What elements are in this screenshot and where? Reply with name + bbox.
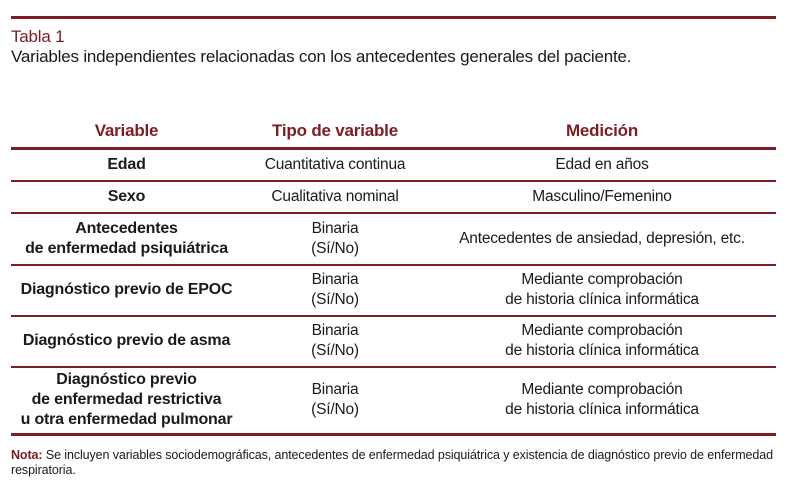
column-header-variable: Variable — [11, 114, 242, 149]
table-note — [11, 448, 776, 478]
table-row — [11, 181, 776, 213]
top-rule — [11, 16, 776, 19]
table-row — [11, 367, 776, 435]
cell-variable: Diagnóstico previo de EPOC — [11, 265, 242, 316]
cell-variable: Diagnóstico previo de enfermedad restrictiva u otra enfermedad pulmonar — [11, 367, 242, 435]
note-label: Nota: — [11, 448, 43, 462]
cell-tipo: Binaria (Sí/No) — [242, 265, 428, 316]
cell-tipo: Cualitativa nominal — [242, 181, 428, 213]
table-label: Tabla 1 — [11, 27, 65, 46]
cell-tipo: Binaria (Sí/No) — [242, 367, 428, 435]
note-text: Se incluyen variables sociodemográficas, antecedentes de enfermedad psiquiátrica y existencia de diagnóstico previo de enfermedad respiratoria. — [11, 448, 773, 477]
cell-tipo: Binaria (Sí/No) — [242, 213, 428, 265]
cell-medicion: Antecedentes de ansiedad, depresión, etc. — [428, 213, 776, 265]
table-row — [11, 316, 776, 367]
cell-medicion: Mediante comprobación de historia clínica informática — [428, 316, 776, 367]
table-caption: Variables independientes relacionadas con los antecedentes generales del paciente. — [11, 47, 632, 66]
cell-variable: Antecedentes de enfermedad psiquiátrica — [11, 213, 242, 265]
cell-tipo: Cuantitativa continua — [242, 149, 428, 181]
table-row — [11, 213, 776, 265]
column-header-tipo: Tipo de variable — [242, 114, 428, 149]
cell-medicion: Mediante comprobación de historia clínica informática — [428, 265, 776, 316]
column-header-medicion: Medición — [428, 114, 776, 149]
cell-tipo: Binaria (Sí/No) — [242, 316, 428, 367]
table-row — [11, 149, 776, 181]
table-header-row — [11, 114, 776, 149]
cell-medicion: Mediante comprobación de historia clínica informática — [428, 367, 776, 435]
cell-variable: Edad — [11, 149, 242, 181]
variables-table — [11, 114, 776, 436]
table-row — [11, 265, 776, 316]
cell-medicion: Edad en años — [428, 149, 776, 181]
cell-variable: Sexo — [11, 181, 242, 213]
cell-variable: Diagnóstico previo de asma — [11, 316, 242, 367]
cell-medicion: Masculino/Femenino — [428, 181, 776, 213]
